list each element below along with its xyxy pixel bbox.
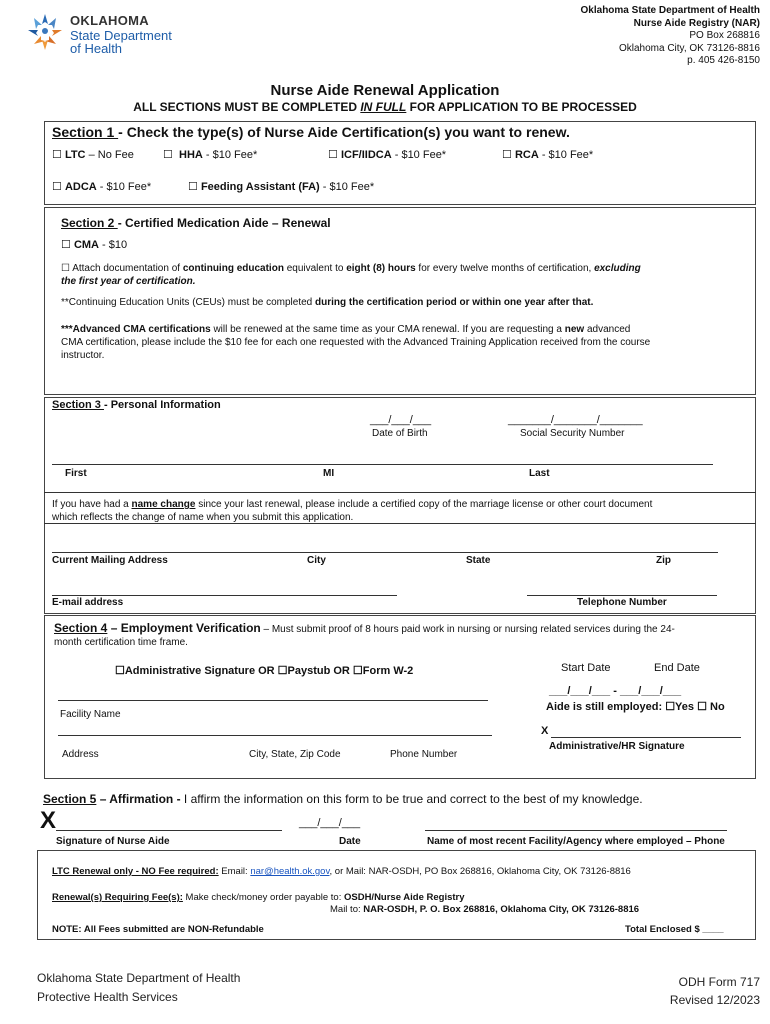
logo-wordmark-of-health: of Health (70, 41, 123, 56)
checkbox-rca-fee: - $10 Fee* (538, 149, 594, 161)
first-name-label: First (65, 468, 87, 479)
fee-payable-text: Make check/money order payable to: (182, 892, 344, 903)
section-4-note: – Must submit proof of 8 hours paid work in nursing or nursing related services during the 24- (260, 624, 675, 635)
checkbox-hha-fee: - $10 Fee* (202, 149, 258, 161)
admin-signature-label: Administrative/HR Signature (549, 741, 685, 752)
zip-label: Zip (656, 555, 671, 566)
ce-text-f: excluding (594, 263, 641, 274)
footer-division: Protective Health Services (37, 990, 178, 1004)
logo-wordmark-state-department: State Department (70, 28, 172, 43)
city-label: City (307, 555, 326, 566)
nar-email-link[interactable]: nar@health.ok.gov (250, 866, 330, 877)
ce-text-b: continuing education (182, 263, 284, 274)
admin-signature-x: X (541, 725, 549, 737)
state-label: State (466, 555, 491, 566)
ltc-renewal-label: LTC Renewal only - NO Fee required: (52, 866, 219, 877)
ce-requirement-text (61, 262, 741, 288)
checkbox-fa-label: Feeding Assistant (FA) (200, 181, 320, 193)
checkbox-hha-box[interactable]: ☐ (163, 149, 173, 161)
affirmation-text: I affirm the information on this form to be true and correct to the best of my knowledge. (183, 792, 643, 806)
ceu-note (61, 297, 593, 308)
email-line[interactable] (52, 595, 397, 596)
adv-text-d: advanced (584, 324, 631, 335)
checkbox-icf-label: ICF/IIDCA (340, 149, 392, 161)
telephone-label: Telephone Number (577, 597, 667, 608)
section-1-text: - Check the type(s) of Nurse Aide Certification(s) you want to renew. (118, 124, 570, 140)
adv-text-b: will be renewed at the same time as your CMA renewal. If you are requesting a (210, 324, 565, 335)
checkbox-rca[interactable] (502, 148, 593, 161)
section-2-text: - Certified Medication Aide – Renewal (117, 216, 331, 230)
subtitle-emphasis: IN FULL (360, 100, 407, 114)
checkbox-ltc-label: LTC (64, 149, 86, 161)
checkbox-icf-iidca[interactable] (328, 148, 446, 161)
employment-dates-field[interactable]: ___/___/___ - ___/___/___ (549, 685, 682, 697)
total-enclosed-field[interactable]: Total Enclosed $ ____ (625, 924, 724, 935)
city-state-zip-label: City, State, Zip Code (249, 749, 341, 760)
form-subtitle (0, 100, 770, 114)
agency-address (581, 5, 760, 68)
checkbox-icf-box[interactable]: ☐ (328, 149, 338, 161)
agency-city: Oklahoma City, OK 73126-8816 (618, 42, 760, 54)
checkbox-ce-box[interactable]: ☐ (61, 263, 70, 274)
fee-mail-to (330, 904, 639, 915)
facility-name-label: Facility Name (60, 709, 121, 720)
agency-registry: Nurse Aide Registry (NAR) (633, 17, 760, 29)
checkbox-adca-fee: - $10 Fee* (96, 181, 152, 193)
ceu-text-a: **Continuing Education Units (CEUs) must be completed (61, 297, 316, 308)
checkbox-feeding-assistant[interactable] (188, 180, 374, 193)
recent-facility-line[interactable] (425, 830, 727, 831)
logo-wordmark-oklahoma: OKLAHOMA (70, 13, 149, 28)
affirmation-date-field[interactable]: ___/___/___ (299, 817, 361, 829)
adv-text-c: new (564, 324, 585, 335)
address-line[interactable] (52, 552, 718, 553)
subtitle-post: FOR APPLICATION TO BE PROCESSED (406, 100, 637, 114)
checkbox-hha[interactable] (163, 148, 257, 161)
section-4-label: Section 4 (54, 621, 108, 635)
footer-revision: Revised 12/2023 (669, 993, 760, 1007)
checkbox-fa-fee: - $10 Fee* (319, 181, 375, 193)
section-4-text: – Employment Verification (107, 621, 261, 635)
affirmation-date-label: Date (339, 836, 361, 847)
section-5-label: Section 5 (43, 792, 97, 806)
section-4-heading (54, 622, 749, 649)
osdh-logo-icon (24, 10, 66, 52)
nurse-aide-signature-x: X (40, 807, 57, 834)
name-line[interactable] (52, 464, 713, 465)
section-3-heading (52, 399, 221, 411)
checkbox-rca-box[interactable]: ☐ (502, 149, 512, 161)
fee-mail-address: NAR-OSDH, P. O. Box 268816, Oklahoma City, OK 73126-8816 (363, 904, 640, 915)
footer-form-number: ODH Form 717 (678, 975, 760, 989)
form-title: Nurse Aide Renewal Application (270, 82, 500, 99)
non-refundable-note: NOTE: All Fees submitted are NON-Refundable (52, 924, 264, 935)
checkbox-ltc[interactable] (52, 148, 134, 161)
dob-field[interactable]: ___/___/___ (370, 414, 432, 426)
ltc-email-prefix: Email: (218, 866, 251, 877)
name-change-a: If you have had a (52, 499, 132, 510)
facility-name-line[interactable] (58, 700, 488, 701)
ce-text-c: equivalent to (283, 263, 347, 274)
checkbox-cma-fee: - $10 (99, 239, 128, 251)
subtitle-pre: ALL SECTIONS MUST BE COMPLETED (133, 100, 361, 114)
fee-renewal-instructions (52, 892, 465, 903)
ce-text-e: for every twelve months of certification, (415, 263, 595, 274)
last-name-label: Last (529, 468, 550, 479)
agency-po-box: PO Box 268816 (689, 30, 760, 41)
ssn-label: Social Security Number (520, 428, 625, 439)
advanced-cma-note (61, 323, 741, 362)
ceu-text-b: during the certification period or within one year after that. (315, 297, 594, 308)
checkbox-cma-label: CMA (73, 239, 99, 251)
admin-signature-line[interactable] (551, 737, 741, 738)
section-2-label: Section 2 (61, 216, 118, 230)
nurse-aide-signature-label: Signature of Nurse Aide (56, 836, 170, 847)
section-1-heading (52, 124, 570, 140)
ce-text-a: Attach documentation of (69, 263, 183, 274)
proof-options[interactable]: ☐Administrative Signature OR ☐Paystub OR ☐Form W-2 (115, 665, 414, 677)
nurse-aide-signature-line[interactable] (56, 830, 282, 831)
fee-mail-prefix: Mail to: (330, 904, 364, 915)
ssn-field[interactable]: _______/_______/_______ (508, 414, 643, 426)
checkbox-adca-box[interactable]: ☐ (52, 181, 62, 193)
ce-text-d: eight (8) hours (346, 263, 416, 274)
ce-text-g: the first year of certification. (61, 276, 196, 287)
adv-text-line2: CMA certification, please include the $10 fee for each one requested with the Advanced Training Application received from the course (61, 337, 651, 348)
address-label: Address (62, 749, 99, 760)
email-label: E-mail address (52, 597, 124, 608)
name-change-c: since your last renewal, please include a certified copy of the marriage license or other court document (195, 499, 653, 510)
facility-address-line[interactable] (58, 735, 492, 736)
section-4-note-2: month certification time frame. (54, 637, 188, 648)
fee-renewal-label: Renewal(s) Requiring Fee(s): (52, 892, 183, 903)
still-employed-checkboxes[interactable]: Aide is still employed: ☐Yes ☐ No (546, 701, 725, 713)
checkbox-fa-box[interactable]: ☐ (188, 181, 198, 193)
section-1-label: Section 1 (52, 124, 119, 140)
ltc-renewal-instructions (52, 866, 631, 877)
dob-label: Date of Birth (372, 428, 428, 439)
mailing-address-label: Current Mailing Address (52, 555, 168, 566)
checkbox-ltc-box[interactable]: ☐ (52, 149, 62, 161)
checkbox-rca-label: RCA (514, 149, 539, 161)
agency-name: Oklahoma State Department of Health (580, 5, 760, 16)
footer-agency: Oklahoma State Department of Health (37, 971, 241, 985)
middle-initial-label: MI (323, 468, 335, 479)
checkbox-ltc-fee: – No Fee (85, 149, 134, 161)
checkbox-adca-label: ADCA (64, 181, 97, 193)
section-5-text: – Affirmation - (96, 792, 184, 806)
checkbox-icf-fee: - $10 Fee* (391, 149, 447, 161)
recent-facility-label: Name of most recent Facility/Agency where employed – Phone (427, 836, 725, 847)
section-3-text: - Personal Information (103, 399, 221, 411)
adv-text-a: ***Advanced CMA certifications (61, 324, 211, 335)
phone-line[interactable] (527, 595, 717, 596)
start-date-label: Start Date (561, 662, 611, 674)
checkbox-cma[interactable] (61, 238, 127, 251)
facility-phone-label: Phone Number (390, 749, 458, 760)
section-5-heading (43, 792, 643, 806)
ltc-mail-text: , or Mail: NAR-OSDH, PO Box 268816, Oklahoma City, OK 73126-8816 (329, 866, 631, 877)
end-date-label: End Date (654, 662, 700, 674)
checkbox-hha-label: HHA (179, 149, 203, 161)
section-3-divider-1 (44, 492, 756, 493)
name-change-b: name change (131, 499, 196, 510)
checkbox-adca[interactable] (52, 180, 151, 193)
checkbox-cma-box[interactable]: ☐ (61, 239, 71, 251)
fee-payee: OSDH/Nurse Aide Registry (343, 892, 465, 903)
name-change-note (52, 498, 752, 524)
agency-phone: p. 405 426-8150 (687, 55, 760, 66)
section-3-label: Section 3 (52, 399, 104, 411)
section-2-heading (61, 216, 331, 230)
name-change-d: which reflects the change of name when you submit this application. (52, 512, 354, 523)
adv-text-line3: instructor. (61, 350, 105, 361)
